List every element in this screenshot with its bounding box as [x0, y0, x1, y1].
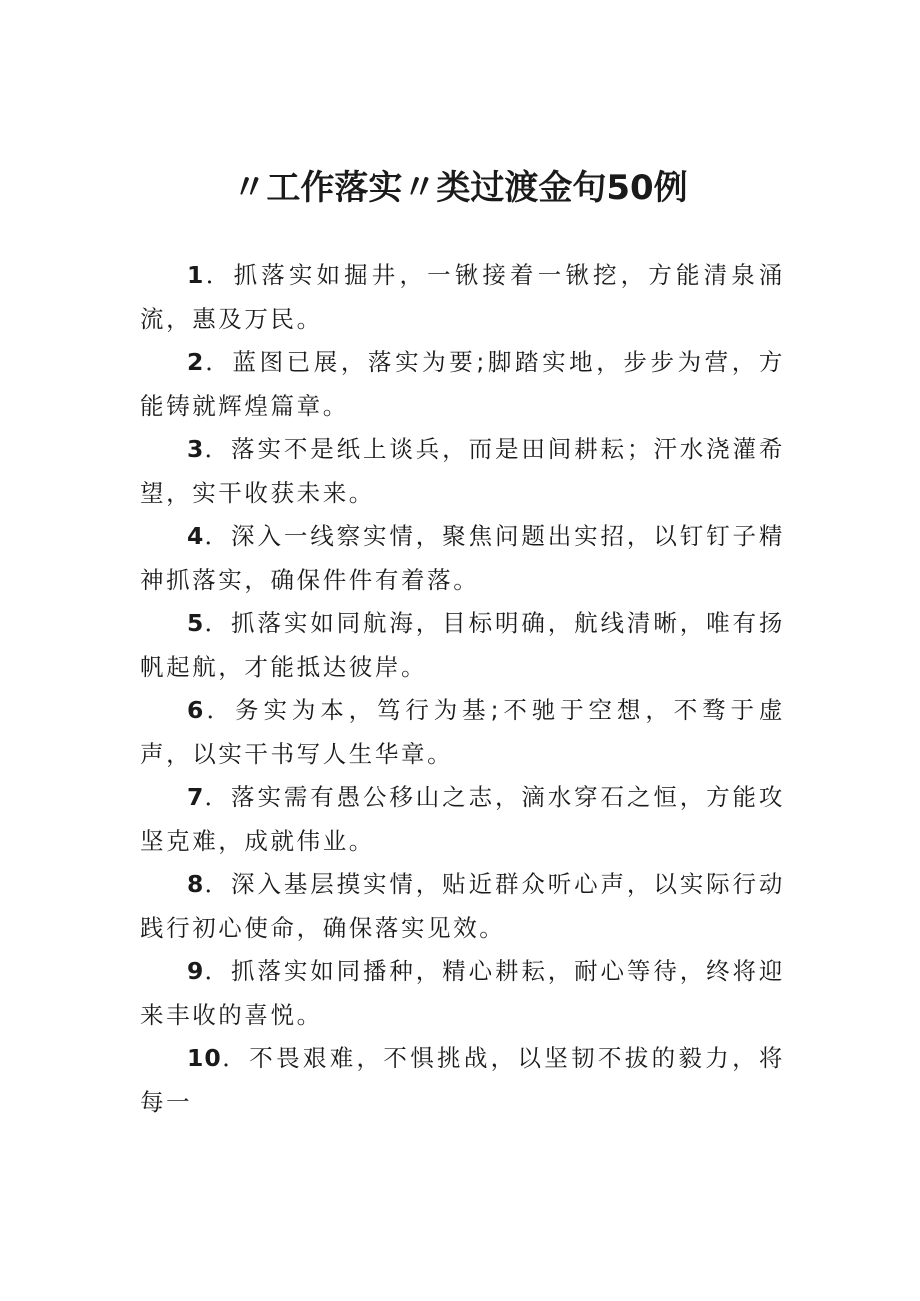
list-item [140, 863, 785, 950]
item-number: 2 [187, 348, 205, 376]
item-text: 抓落实如掘井，一锹接着一锹挖，方能清泉涌流，惠及万民。 [140, 261, 785, 333]
item-number: 6 [187, 696, 205, 724]
item-text: 落实不是纸上谈兵，而是田间耕耘；汗水浇灌希望，实干收获未来。 [140, 435, 785, 507]
item-separator: ． [204, 870, 232, 898]
list-item [140, 341, 785, 428]
item-text: 蓝图已展，落实为要;脚踏实地，步步为营，方能铸就辉煌篇章。 [140, 348, 785, 420]
item-number: 10 [187, 1044, 222, 1072]
item-text: 抓落实如同航海，目标明确，航线清晰，唯有扬帆起航，才能抵达彼岸。 [140, 609, 785, 681]
list-item [140, 602, 785, 689]
item-text: 深入基层摸实情，贴近群众听心声，以实际行动践行初心使命，确保落实见效。 [140, 870, 785, 942]
item-separator: ． [204, 783, 232, 811]
item-text: 不畏艰难，不惧挑战，以坚韧不拔的毅力，将每一 [140, 1044, 785, 1116]
item-text: 深入一线察实情，聚焦问题出实招，以钉钉子精神抓落实，确保件件有着落。 [140, 522, 785, 594]
item-separator: ． [204, 609, 232, 637]
item-number: 7 [187, 783, 205, 811]
list-item [140, 689, 785, 776]
document-body [140, 254, 785, 1124]
list-item [140, 515, 785, 602]
item-separator: ． [221, 1044, 250, 1072]
item-number: 9 [187, 957, 205, 985]
list-item [140, 428, 785, 515]
list-item [140, 776, 785, 863]
item-separator: ． [204, 348, 233, 376]
item-text: 落实需有愚公移山之志，滴水穿石之恒，方能攻坚克难，成就伟业。 [140, 783, 785, 855]
item-number: 3 [187, 435, 205, 463]
list-item [140, 950, 785, 1037]
item-separator: ． [204, 261, 234, 289]
item-separator: ． [204, 696, 236, 724]
item-text: 务实为本，笃行为基;不驰于空想，不骛于虚声，以实干书写人生华章。 [140, 696, 785, 768]
item-text: 抓落实如同播种，精心耕耘，耐心等待，终将迎来丰收的喜悦。 [140, 957, 785, 1029]
list-item [140, 1037, 785, 1124]
item-number: 4 [187, 522, 205, 550]
document-title: 〃工作落实〃类过渡金句50例 [232, 168, 688, 208]
item-separator: ． [204, 957, 232, 985]
item-number: 1 [187, 261, 205, 289]
item-separator: ． [204, 522, 232, 550]
item-separator: ． [204, 435, 232, 463]
list-item [140, 254, 785, 341]
item-number: 8 [187, 870, 205, 898]
item-number: 5 [187, 609, 205, 637]
